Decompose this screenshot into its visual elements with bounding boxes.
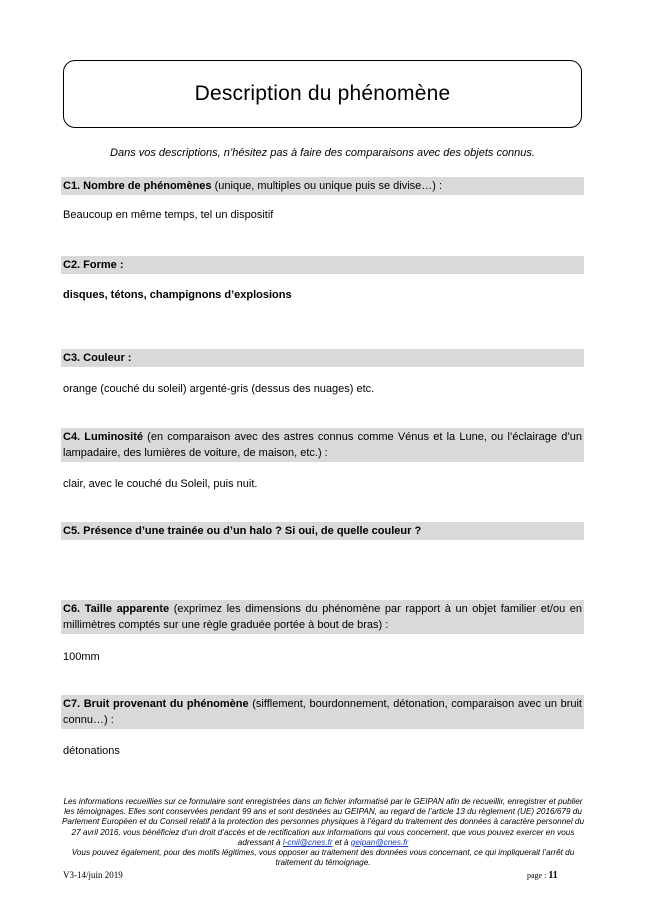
- legal-text-part: Les informations recueillies sur ce formulaire sont enregistrées dans un fichier informatisé par le GEIPAN afin de recueillir, enregistrer et publier les témoignages. Elles sont conservées pendant 99 ans et sont destinées au GEIPAN, au regard de l’article 13 du règlement (UE) 2016/679 du Parlement Européen et du Conseil relatif à la protection des personnes physiques à l’égard du traitement des données à caractère personnel du 27 avril 2016, vous bénéficiez d’un droit d’accès et de rectification aux informations qui vous concernent, que vous pouvez exercer en vous adressant à: [61, 797, 585, 847]
- answer-c4: clair, avec le couché du Soleil, puis nuit.: [63, 478, 258, 490]
- question-detail: (en comparaison avec des astres connus comme Vénus et la Lune, ou l’éclairage d’un lampadaire, des lumières de voiture, de maison, etc.) :: [63, 431, 582, 459]
- answer-c6: 100mm: [63, 651, 100, 663]
- subtitle: Dans vos descriptions, n’hésitez pas à faire des comparaisons avec des objets connus.: [110, 147, 535, 159]
- question-c4: [61, 428, 584, 462]
- question-label: C6. Taille apparente: [63, 603, 170, 615]
- legal-notice: [60, 797, 586, 868]
- question-c2: [61, 256, 584, 274]
- question-c5: [61, 522, 584, 540]
- page-number: [527, 870, 558, 881]
- geipan-email-link[interactable]: geipan@cnes.fr: [350, 837, 409, 847]
- question-c7: [61, 695, 584, 729]
- question-c3: [61, 349, 584, 367]
- question-detail: (unique, multiples ou unique puis se divise…) :: [211, 180, 443, 192]
- page-title: Description du phénomène: [194, 82, 451, 105]
- question-label: C4. Luminosité: [63, 431, 143, 443]
- page-number-value: 11: [548, 870, 558, 881]
- question-c6: [61, 600, 584, 634]
- question-detail: (sifflement, bourdonnement, détonation, comparaison avec un bruit connu…) :: [63, 698, 582, 726]
- question-label: C1. Nombre de phénomènes: [63, 180, 212, 192]
- legal-text-part: Vous pouvez également, pour des motifs légitimes, vous opposer au traitement des données vous concernant, ce qui impliquerait l’arrêt du traitement du témoignage.: [71, 848, 575, 868]
- cnil-email-link[interactable]: l-cnil@cnes.fr: [282, 837, 333, 847]
- question-detail: (exprimez les dimensions du phénomène par rapport à un objet familier et/ou en millimètres comptés sur une règle graduée portée à bout de bras) :: [63, 603, 582, 631]
- question-label: C2. Forme :: [63, 259, 124, 271]
- question-c1: [61, 177, 584, 195]
- version-label: V3-14/juin 2019: [63, 870, 123, 880]
- page-label: page :: [527, 871, 547, 880]
- answer-c1: Beaucoup en même temps, tel un dispositif: [63, 209, 274, 221]
- question-label: C3. Couleur :: [63, 352, 132, 364]
- answer-c3: orange (couché du soleil) argenté-gris (dessus des nuages) etc.: [63, 383, 375, 395]
- answer-c2: disques, tétons, champignons d’explosions: [63, 289, 292, 301]
- answer-c7: détonations: [63, 745, 120, 757]
- question-label: C5. Présence d’une trainée ou d’un halo ? Si oui, de quelle couleur ?: [63, 525, 422, 537]
- question-label: C7. Bruit provenant du phénomène: [63, 698, 249, 710]
- legal-text-part: et à: [332, 837, 351, 847]
- title-box: [63, 60, 582, 128]
